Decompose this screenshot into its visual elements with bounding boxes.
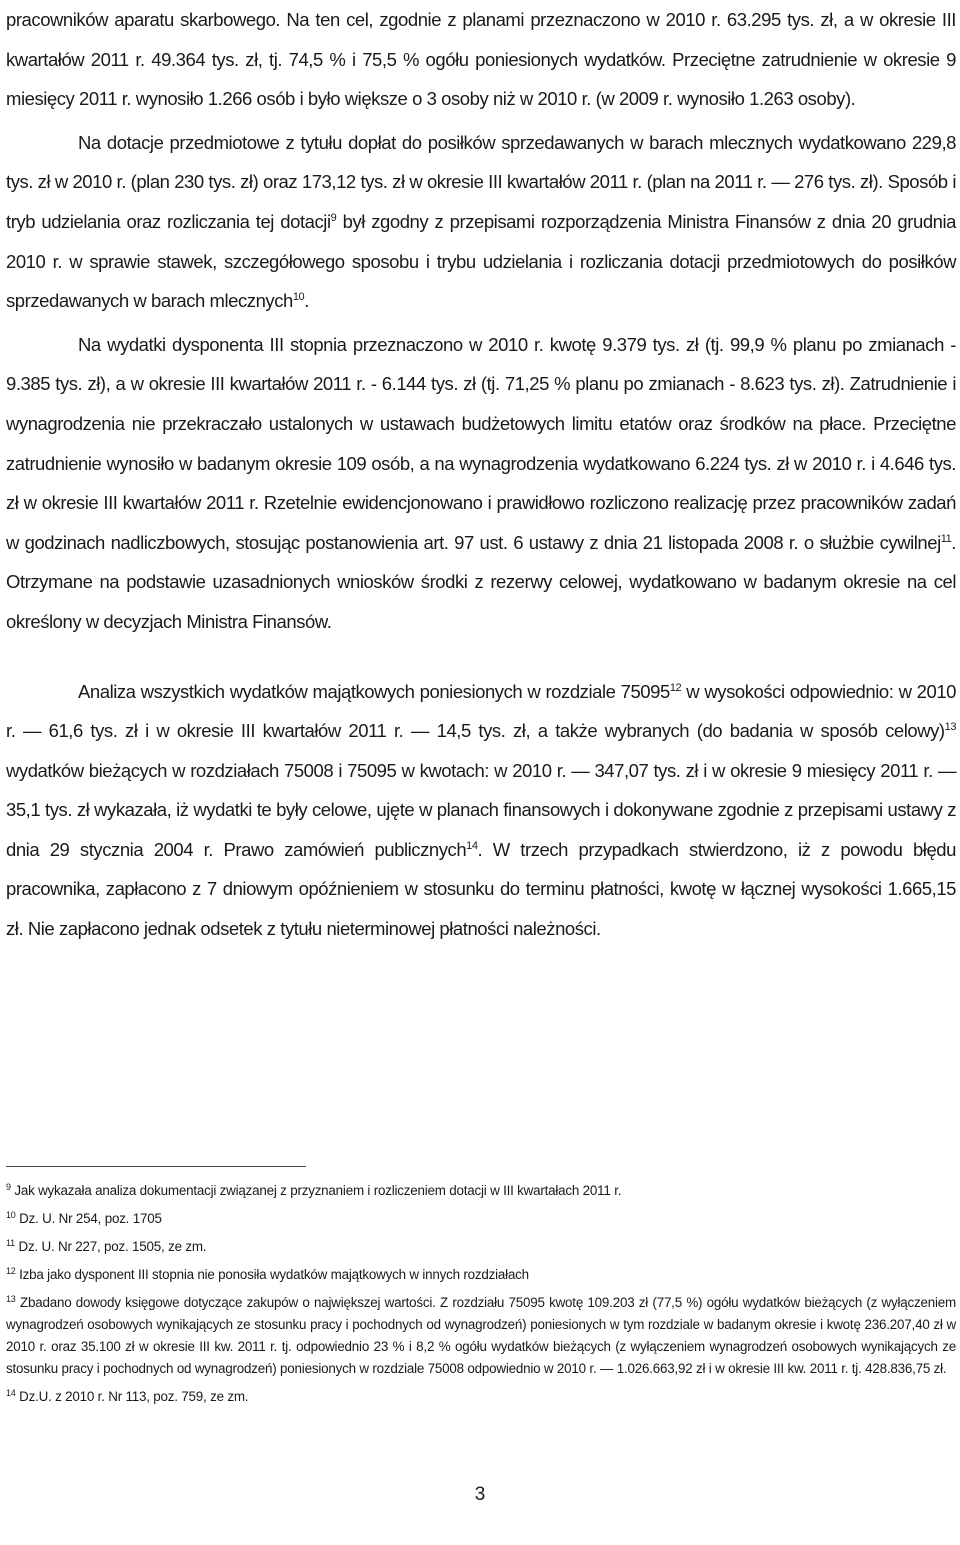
paragraph-milk-bars: Na dotacje przedmiotowe z tytułu dopłat do posiłków sprzedawanych w barach mlecznych wydatkowano 229,8 tys. zł w 2010 r. (plan 230 tys. zł) oraz 173,12 tys. zł w okresie III kwartałów 2011 r. (plan na 2011 r. — 276 tys. zł). Sposób i tryb udzielania oraz rozliczania tej dotacji$^9$ był zgodny z przepisami rozporządzenia Ministra Finansów z dnia 20 grudnia 2010 r. w sprawie stawek, szczegółowego sposobu i trybu udzielania i rozliczania dotacji przedmiotowych do posiłków sprzedawanych w barach mlecznych$^{10}$. xyxy=(6,131,956,312)
footnote-ref-13[interactable]: 13 xyxy=(944,721,956,734)
footnote-ref-9[interactable]: 9 xyxy=(330,211,337,224)
footnote-separator xyxy=(6,1166,306,1167)
footnote-9 xyxy=(6,1180,956,1202)
footnote-number: 10 xyxy=(6,1210,16,1220)
footnote-ref-11[interactable]: 11 xyxy=(940,532,952,545)
footnote-ref-12[interactable]: 12 xyxy=(669,681,682,694)
footnote-text: Jak wykazała analiza dokumentacji związanej z przyznaniem i rozliczeniem dotacji w III kwartałach 2011 r. xyxy=(10,1183,622,1198)
footnote-11 xyxy=(6,1236,956,1258)
page-number: 3 xyxy=(474,1484,486,1505)
paragraph-analysis: Analiza wszystkich wydatków majątkowych poniesionych w rozdziale 75095$^{12}$ w wysokości odpowiednio: w 2010 r. — 61,6 tys. zł i w okresie III kwartałów 2011 r. — 14,5 tys. zł, a także wybranych (do badania w sposób celowy)$^{13}$ wydatków bieżących w rozdziałach 75008 i 75095 w kwotach: w 2010 r. — 347,07 tys. zł i w okresie 9 miesięcy 2011 r. — 35,1 tys. zł wykazała, iż wydatki te były celowe, ujęte w planach finansowych i dokonywane zgodnie z przepisami ustawy z dnia 29 stycznia 2004 r. Prawo zamówień publicznych$^{14}$. W trzech przypadkach stwierdzono, iż z powodu błędu pracownika, zapłacono z 7 dniowym opóźnieniem w stosunku do terminu płatności, kwotę w łącznej wysokości 1.665,15 zł. Nie zapłacono jednak odsetek z tytułu nieterminowej płatności należności. xyxy=(6,680,956,940)
footnote-ref-10[interactable]: 10 xyxy=(292,291,305,304)
footnote-number: 11 xyxy=(6,1238,15,1248)
footnote-12 xyxy=(6,1264,956,1286)
footnote-13 xyxy=(6,1292,956,1380)
footnotes xyxy=(6,1180,956,1414)
footnote-text: Dz. U. Nr 227, poz. 1505, ze zm. xyxy=(14,1239,207,1254)
footnote-14 xyxy=(6,1386,956,1408)
footnote-text: Izba jako dysponent III stopnia nie ponosiła wydatków majątkowych w innych rozdziałach xyxy=(15,1267,529,1282)
footnote-text: Dz. U. Nr 254, poz. 1705 xyxy=(15,1211,162,1226)
paragraph-dysponent: Na wydatki dysponenta III stopnia przeznaczono w 2010 r. kwotę 9.379 tys. zł (tj. 99,9 % planu po zmianach - 9.385 tys. zł), a w okresie III kwartałów 2011 r. - 6.144 tys. zł (tj. 71,25 % planu po zmianach - 8.623 tys. zł). Zatrudnienie i wynagrodzenia nie przekraczało ustalonych w ustawach budżetowych limitu etatów oraz środków na płace. Przeciętne zatrudnienie wynosiło w badanym okresie 109 osób, a na wynagrodzenia wydatkowano 6.224 tys. zł w 2010 r. i 4.646 tys. zł w okresie III kwartałów 2011 r. Rzetelnie ewidencjonowano i prawidłowo rozliczono realizację przez pracowników zadań w godzinach nadliczbowych, stosując postanowienia art. 97 ust. 6 ustawy z dnia 21 listopada 2008 r. o służbie cywilnej$^{11}$. Otrzymane na podstawie uzasadnionych wniosków środki z rezerwy celowej, wydatkowano w badanym okresie na cel określony w decyzjach Ministra Finansów. xyxy=(6,333,956,632)
footnote-text: Dz.U. z 2010 r. Nr 113, poz. 759, ze zm. xyxy=(15,1389,249,1404)
footnote-text: Zbadano dowody księgowe dotyczące zakupów o największej wartości. Z rozdziału 75095 kwotę 109.203 zł (77,5 %) ogółu wydatków bieżących (z wyłączeniem wynagrodzeń osobowych wynikających ze stosunku pracy i pochodnych od wynagrodzeń) poniesionych w tym rozdziale w badanym okresie i kwotę 236.207,40 zł w 2010 r. oraz 35.100 zł w okresie III kw. 2011 r. tj. odpowiednio 23 % i 8,2 % ogółu wydatków bieżących (z wyłączeniem wynagrodzeń osobowych wynikających ze stosunku pracy i pochodnych od wynagrodzeń) poniesionych w rozdziale 75008 odpowiednio w 2010 r. — 1.026.663,92 zł i w okresie III kw. 2011 r. tj. 428.836,75 zł. xyxy=(6,1295,956,1376)
footnote-ref-14[interactable]: 14 xyxy=(466,839,478,852)
footnote-number: 13 xyxy=(6,1294,16,1304)
main-text xyxy=(6,0,956,949)
footnote-number: 9 xyxy=(6,1182,11,1192)
footnote-10 xyxy=(6,1208,956,1230)
footnote-number: 12 xyxy=(6,1266,16,1276)
footnote-number: 14 xyxy=(6,1388,16,1398)
paragraph-staff: pracowników aparatu skarbowego. Na ten cel, zgodnie z planami przeznaczono w 2010 r. 63.295 tys. zł, a w okresie III kwartałów 2011 r. 49.364 tys. zł, tj. 74,5 % i 75,5 % ogółu poniesionych wydatków. Przeciętne zatrudnienie w okresie 9 miesięcy 2011 r. wynosiło 1.266 osób i było większe o 3 osoby niż w 2010 r. (w 2009 r. wynosiło 1.263 osoby). xyxy=(6,9,956,110)
